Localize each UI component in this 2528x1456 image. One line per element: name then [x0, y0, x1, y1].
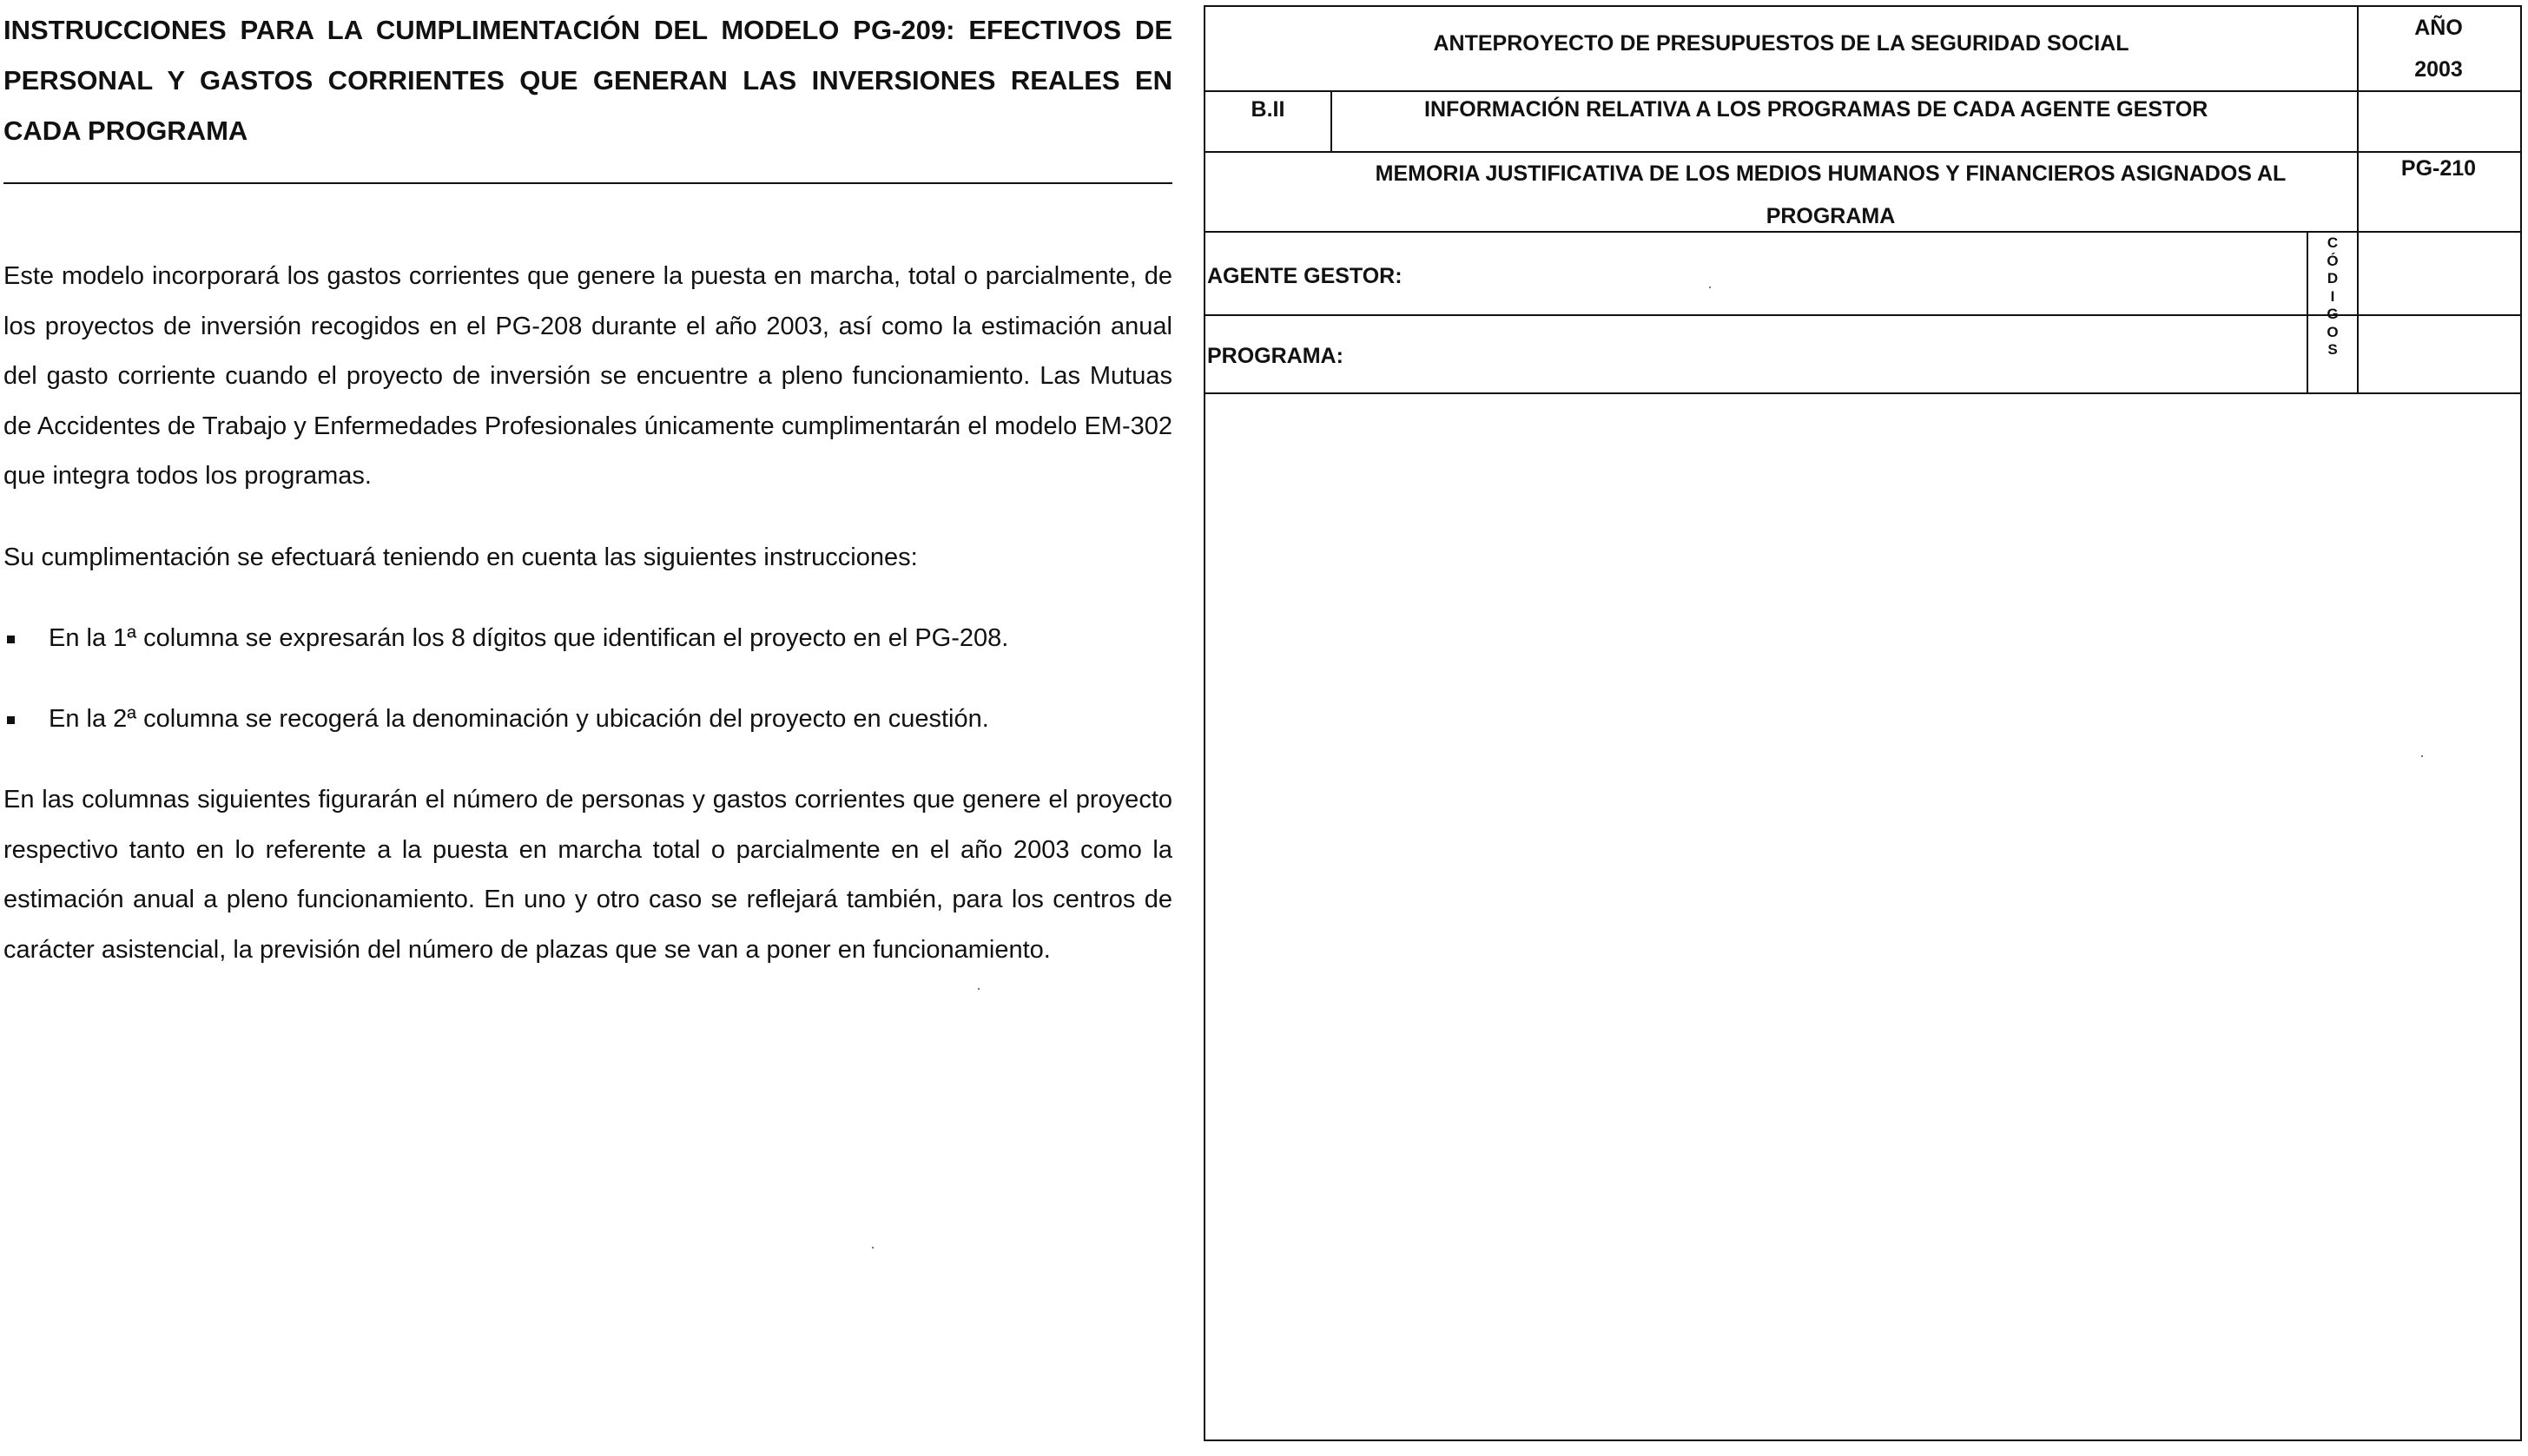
instructions-paragraph-1: Este modelo incorporará los gastos corrientes que genere la puesta en marcha, total o parcialmente, de los proyectos de inversión recogidos en el PG-208 durante el año 2003, así como la estimación anual del gasto corriente cuando el proyecto de inversión se encuentre a pleno funcionamiento. Las Mutuas de Accidentes de Trabajo y Enfermedades Profesionales únicamente cumplimentarán el modelo EM-302 que integra todos los programas. [3, 262, 1172, 490]
form-column-divider [2307, 231, 2308, 392]
codigos-letter: O [2327, 323, 2339, 340]
year-value: 2003 [2414, 57, 2463, 82]
form-divider [1205, 392, 2520, 394]
model-code: PG-210 [2400, 156, 2477, 181]
bullet-text: En la 2ª columna se recogerá la denominación y ubicación del proyecto en cuestión. [49, 705, 989, 733]
section-title: INFORMACIÓN RELATIVA A LOS PROGRAMAS DE CADA AGENTE GESTOR [1424, 97, 2208, 122]
scan-speck [978, 988, 980, 990]
codigos-letter: S [2327, 341, 2338, 358]
title-divider [3, 182, 1172, 184]
bullet-square-icon [7, 716, 15, 724]
bullet-text: En la 1ª columna se expresarán los 8 dígitos que identifican el proyecto en el PG-208. [49, 624, 1009, 652]
bullet-square-icon [7, 636, 15, 643]
codigos-letter: Ó [2327, 252, 2339, 269]
programa-label: PROGRAMA: [1207, 344, 1343, 368]
codigos-letter: I [2330, 287, 2335, 305]
form-divider [1205, 90, 2520, 92]
form-header-title: ANTEPROYECTO DE PRESUPUESTOS DE LA SEGURIDAD SOCIAL [1433, 31, 2129, 56]
codigos-letter: D [2327, 270, 2339, 287]
instructions-paragraph-3: En las columnas siguientes figurarán el número de personas y gastos corrientes que genere el proyecto respectivo tanto en lo referente a la puesta en marcha total o parcialmente en el año 2003 como la estimación anual a pleno funcionamiento. En uno y otro caso se reflejará también, para los centros de carácter asistencial, la previsión del número de plazas que se van a poner en funcionamiento. [3, 786, 1172, 964]
instructions-paragraph-2: Su cumplimentación se efectuará teniendo en cuenta las siguientes instrucciones: [3, 544, 918, 571]
agente-gestor-label: AGENTE GESTOR: [1207, 264, 1403, 288]
section-code: B.II [1251, 97, 1285, 122]
form-pg-210 [1204, 5, 2522, 1441]
memoria-title: MEMORIA JUSTIFICATIVA DE LOS MEDIOS HUMANOS Y FINANCIEROS ASIGNADOS AL PROGRAMA [1375, 161, 2287, 228]
codigos-letter: C [2327, 234, 2339, 251]
instructions-title: INSTRUCCIONES PARA LA CUMPLIMENTACIÓN DEL MODELO PG-209: EFECTIVOS DE PERSONAL Y GASTOS CORRIENTES QUE GENERAN LAS INVERSIONES REALES EN CADA PROGRAMA [3, 15, 1172, 146]
codigos-vertical-label [2317, 234, 2348, 359]
year-label: AÑO [2414, 16, 2463, 40]
scan-speck [872, 1247, 874, 1248]
codigos-letter: G [2327, 306, 2339, 322]
